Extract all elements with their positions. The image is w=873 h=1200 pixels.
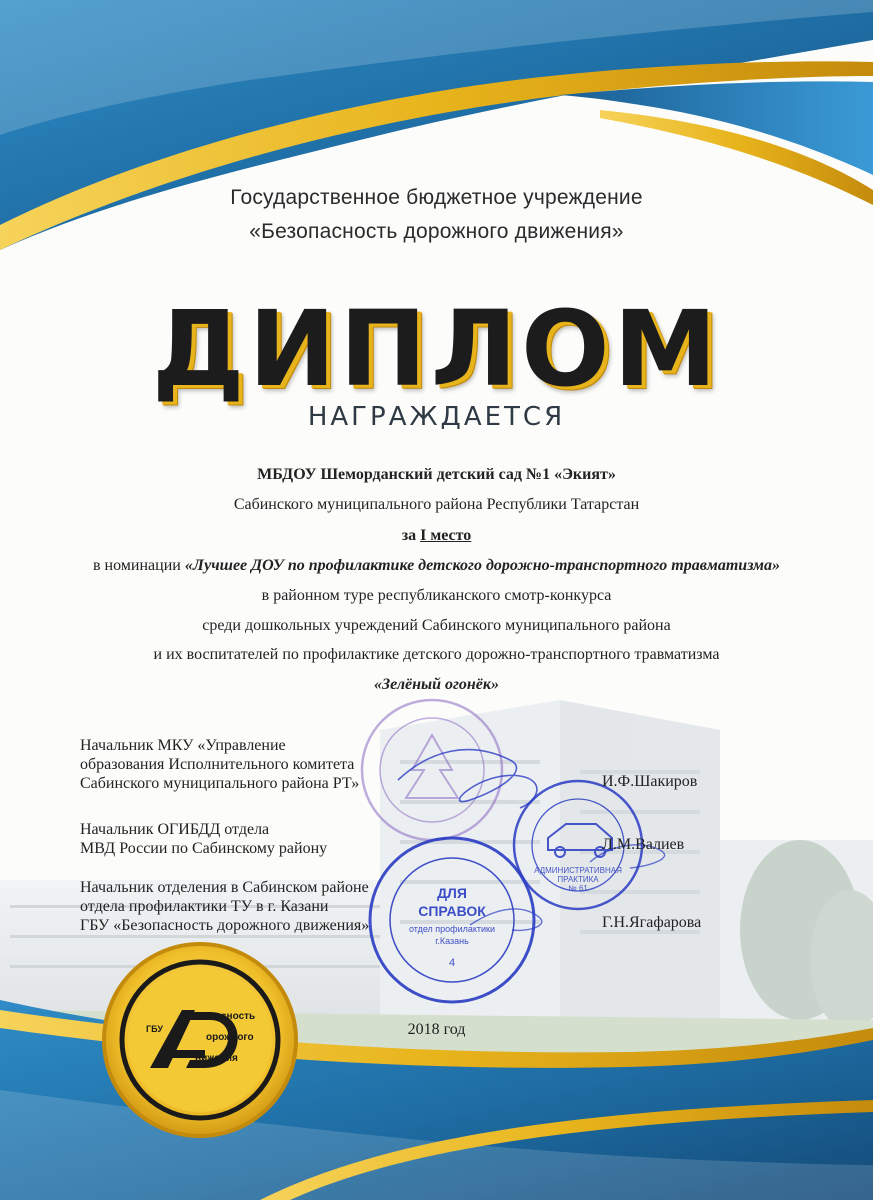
signatory-3-title: Начальник отделения в Сабинском районе отдела профилактики ТУ в г. Казани ГБУ «Безопасность дорожного движения»: [80, 879, 370, 934]
svg-text:отдел профилактики: отдел профилактики: [408, 924, 496, 934]
signatory-2-name: Л.М.Валиев: [602, 836, 685, 853]
svg-text:№ 61: № 61: [568, 884, 588, 893]
diploma-year: 2018 год: [407, 1021, 466, 1038]
signatory-3-name: Г.Н.Ягафарова: [602, 914, 702, 931]
round-blue-stamp: [370, 838, 534, 1002]
svg-text:ПРАКТИКА: ПРАКТИКА: [557, 875, 599, 884]
recipient-district: Сабинского муниципального района Республики Татарстан: [233, 496, 640, 513]
contest-name: «Зелёный огонёк»: [373, 676, 500, 693]
svg-text:г.Казань: г.Казань: [435, 936, 469, 946]
signatory-1-title: Начальник МКУ «Управление образования Исполнительного комитета Сабинского муниципального района РТ»: [80, 737, 360, 792]
svg-text:СПРАВОК: СПРАВОК: [418, 903, 486, 919]
organization-line-1: Государственное бюджетное учреждение: [230, 186, 643, 209]
place-value: I место: [420, 527, 472, 544]
contest-line-2: среди дошкольных учреждений Сабинского муниципального района: [202, 617, 671, 634]
contest-line-3: и их воспитателей по профилактике детского дорожно-транспортного травматизма: [153, 646, 720, 663]
diploma-title: ДИПЛОМ: [152, 288, 721, 410]
logo-line-2: орожного: [206, 1032, 254, 1043]
signatory-2-title: Начальник ОГИБДД отдела МВД России по Сабинскому району: [80, 821, 328, 857]
organization-line-2: «Безопасность дорожного движения»: [249, 220, 624, 243]
awarded-heading: НАГРАЖДАЕТСЯ: [307, 402, 566, 432]
place-prefix: за: [401, 527, 421, 544]
violet-stamp: [362, 700, 502, 840]
contest-line-1: в районном туре республиканского смотр-конкурса: [261, 587, 612, 604]
svg-text:АДМИНИСТРАТИВНАЯ: АДМИНИСТРАТИВНАЯ: [534, 866, 622, 875]
nomination-prefix: в номинации: [92, 557, 185, 574]
svg-text:ДЛЯ: ДЛЯ: [437, 885, 467, 901]
logo-line-3: вижения: [195, 1053, 238, 1064]
signatory-1-name: И.Ф.Шакиров: [602, 773, 698, 790]
logo-abbr: ГБУ: [146, 1024, 163, 1034]
svg-text:4: 4: [448, 957, 456, 969]
recipient-name: МБДОУ Шеморданский детский сад №1 «Экият»: [257, 466, 616, 483]
logo-line-1: езопасность: [193, 1011, 256, 1022]
nomination-name: «Лучшее ДОУ по профилактике детского дорожно-транспортного травматизма»: [184, 557, 780, 574]
